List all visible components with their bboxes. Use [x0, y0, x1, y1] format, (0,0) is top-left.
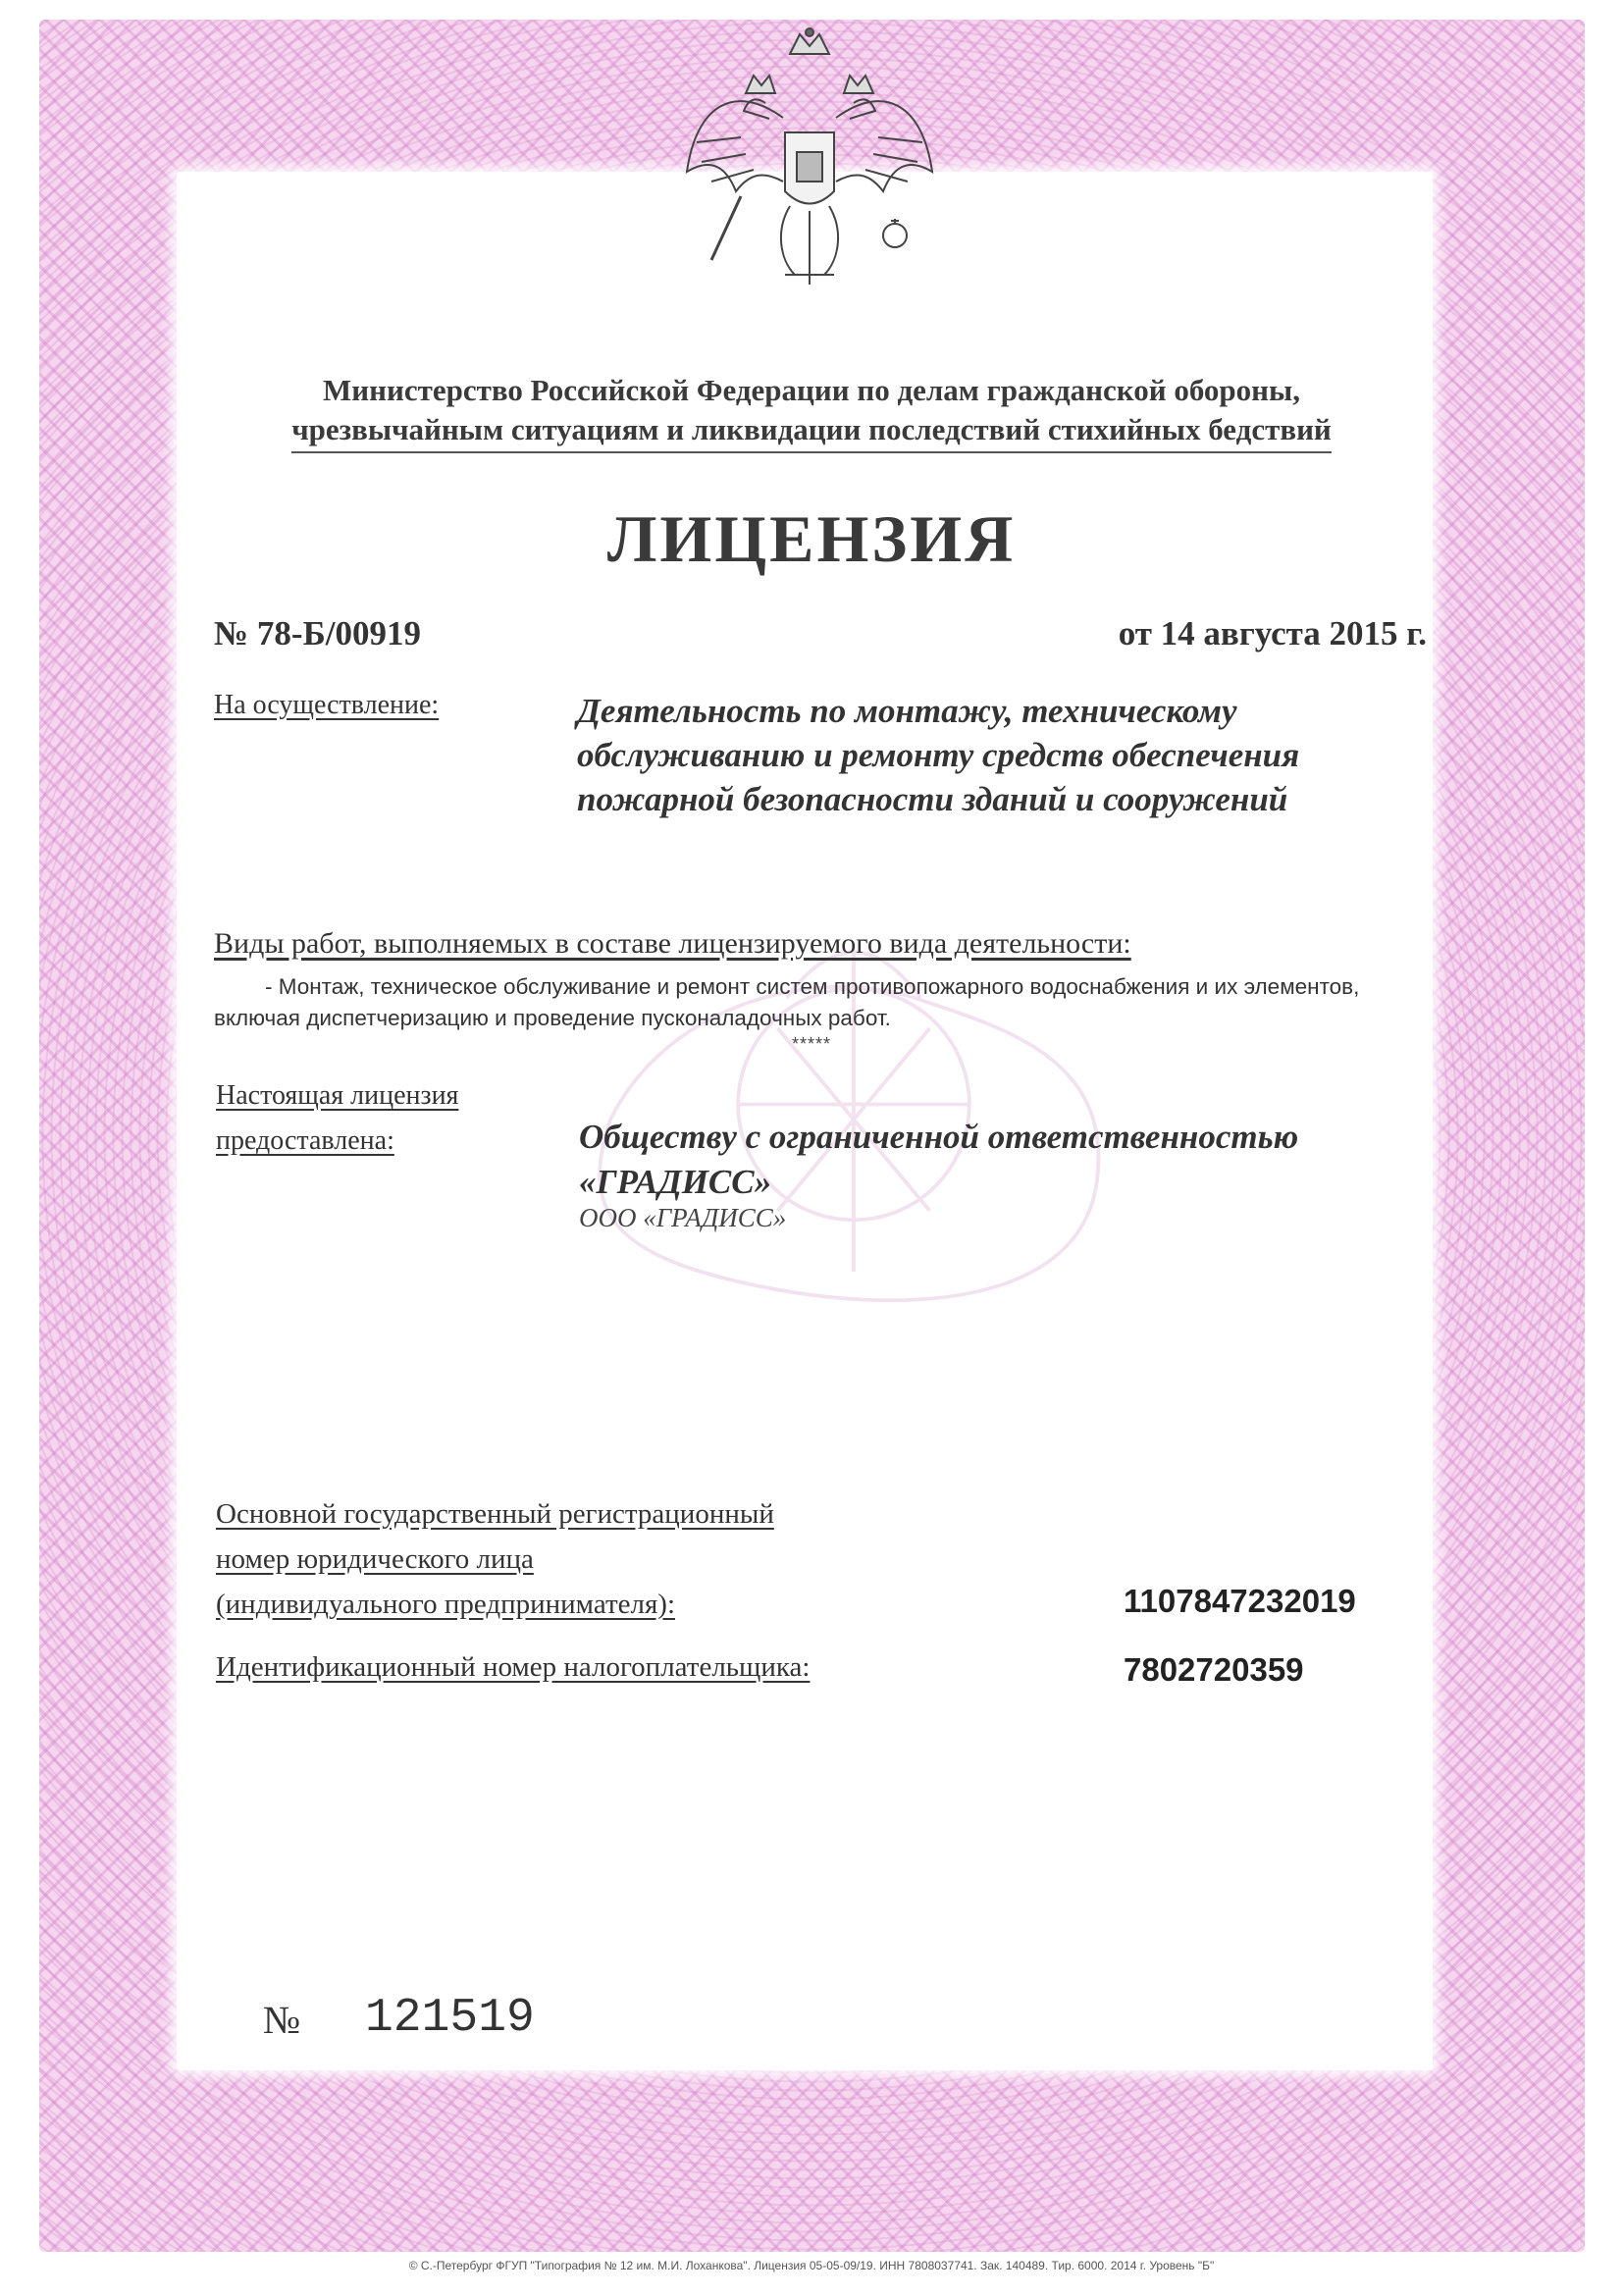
watermark-emblem: [550, 785, 1158, 1393]
works-item: - Монтаж, техническое обслуживание и ремонт систем противопожарного водоснабжения и их элементов, включая диспетчеризацию и проведение пусконаладочных работ.: [214, 974, 1360, 1030]
coat-of-arms-emblem: [667, 25, 952, 319]
ministry-line-2: чрезвычайным ситуациям и ликвидации последствий стихийных бедствий: [291, 410, 1332, 453]
printer-imprint: © С.-Петербург ФГУП "Типография № 12 им. М.И. Лоханкова". Лицензия 05-05-09/19. ИНН 7808037741. Зак. 140489. Тир. 6000. 2014 г. Уровень "Б": [408, 2259, 1215, 2272]
activity-label: На осуществление:: [214, 690, 440, 720]
ogrn-label-line-1: Основной государственный регистрационный: [216, 1498, 774, 1530]
inn-value: 7802720359: [1124, 1651, 1304, 1688]
blank-serial-number: 121519: [365, 1992, 535, 2045]
activity-line-1: Деятельность по монтажу, техническому: [577, 692, 1237, 730]
ogrn-label: [216, 1491, 774, 1627]
document-title: ЛИЦЕНЗИЯ: [606, 501, 1017, 576]
licensee-label-line-2: предоставлена:: [216, 1125, 394, 1156]
activity-description: [577, 689, 1440, 821]
ministry-name: [177, 371, 1446, 453]
works-label: Виды работ, выполняемых в составе лицензируемого вида деятельности:: [214, 927, 1131, 960]
licensee-label: [216, 1073, 458, 1164]
ministry-line-1: Министерство Российской Федерации по делам гражданской обороны,: [323, 373, 1300, 407]
licensee-name-line-2: «ГРАДИСС»: [579, 1163, 772, 1201]
section-separator: *****: [791, 1034, 832, 1054]
activity-line-2: обслуживанию и ремонту средств обеспечения: [577, 736, 1300, 774]
inn-label: Идентификационный номер налогоплательщика:: [216, 1651, 811, 1683]
licensee-short-name: ООО «ГРАДИСС»: [579, 1203, 787, 1232]
license-date: от 14 августа 2015 г.: [1118, 614, 1427, 652]
licensee-label-line-1: Настоящая лицензия: [216, 1080, 459, 1111]
blank-number-sign: №: [263, 1998, 301, 2042]
activity-line-3: пожарной безопасности зданий и сооружений: [577, 780, 1288, 818]
licensee-full-name: [579, 1115, 1442, 1205]
ogrn-value: 1107847232019: [1124, 1583, 1356, 1619]
license-number: № 78-Б/00919: [214, 614, 421, 652]
ogrn-label-line-2: номер юридического лица: [216, 1543, 534, 1575]
licensee-name-line-1: Обществу с ограниченной ответственностью: [579, 1118, 1299, 1156]
ogrn-label-line-3: (индивидуального предпринимателя):: [216, 1589, 676, 1620]
